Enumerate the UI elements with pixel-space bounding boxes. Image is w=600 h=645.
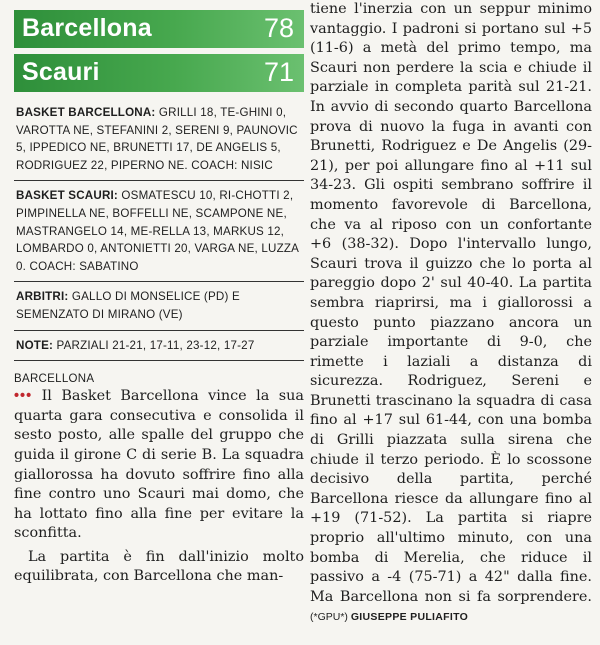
- byline-code: (*GPU*): [310, 611, 348, 624]
- box-arbitri: [14, 282, 304, 330]
- box-arbitri-label: ARBITRI:: [16, 290, 69, 304]
- article-location: BARCELLONA: [14, 373, 95, 386]
- byline: [310, 611, 468, 623]
- byline-author: GIUSEPPE PULIAFITO: [350, 611, 469, 624]
- away-team-score: 71: [263, 57, 294, 87]
- box-note: [14, 331, 304, 362]
- scoreboard-row-home: [14, 10, 304, 48]
- box-arbitri-text: GALLO DI MONSELICE (PD) E SEMENZATO DI MIRANO (VE): [16, 290, 240, 321]
- box-barcellona-players: GRILLI 18, TE-GHINI 0, VAROTTA NE, STEFANINI 2, SERENI 9, PAUNOVIC 5, IPPEDICO NE, BRUNETTI 17, DE ANGELIS 5, RODRIGUEZ 22, PIPERNO NE. COACH: NISIC: [16, 106, 298, 172]
- article-paragraph-2-continued: [310, 0, 592, 628]
- box-barcellona: [14, 98, 304, 181]
- scoreboard-row-away: [14, 54, 304, 92]
- box-scauri-label: BASKET SCAURI:: [16, 189, 118, 203]
- right-column: [310, 0, 592, 632]
- box-scauri: [14, 181, 304, 282]
- away-team-name: Scauri: [22, 58, 100, 86]
- article-paragraph-1: [14, 387, 304, 544]
- article-body-left: [14, 387, 304, 587]
- box-note-text: PARZIALI 21-21, 17-11, 23-12, 17-27: [56, 338, 255, 352]
- home-team-name: Barcellona: [22, 14, 152, 42]
- bullet-dots: •••: [14, 388, 33, 405]
- left-column: [14, 10, 304, 591]
- article-paragraph-2-start: La partita è fin dall'inizio molto equilibrata, con Barcellona che man-: [14, 548, 304, 585]
- home-team-score: 78: [263, 13, 294, 43]
- article-paragraph-1-text: Il Basket Barcellona vince la sua quarta gara consecutiva e consolida il sesto posto, alle spalle del gruppo che guida il girone C di serie B. La squadra giallorossa ha dovuto soffrire fino alla fine contro uno Scauri mai domo, che ha lottato fino alla fine per evitare la sconfitta.: [14, 388, 304, 542]
- article-paragraph-2-cont-text: tiene l'inerzia con un seppur minimo vantaggio. I padroni si portano sul +5 (11-6) a metà del primo tempo, ma Scauri non perdere la scia e chiude il parziale in completa parità sul 21-21. In avvio di secondo quarto Barcellona prova di nuovo la fuga in avanti con Brunetti, Rodriguez e De Angelis (29-21), per poi allungare fino al +11 sul 34-23. Gli ospiti sembrano soffrire il momento favorevole di Barcellona, che va al riposo con un confortante +6 (38-32). Dopo l'intervallo lungo, Scauri trova il guizzo che lo porta al pareggio dopo 2' sul 40-40. La partita sembra riaprirsi, ma i giallorossi a questo punto piazzano ancora un parziale importante di 9-0, che rimette i laziali a distanza di sicurezza. Rodriguez, Sereni e Brunetti trascinano la squadra di casa fino al +17 sul 61-44, con una bomba di Grilli piazzata sulla sirena che chiude il terzo periodo. È lo scossone decisivo della partita, perché Barcellona riesce da allungare fino al +19 (71-52). La partita si riapre proprio all'ultimo minuto, con una bomba di Merelia, che riduce il passivo a -4 (75-71) a 42" dalla fine. Ma Barcellona non si fa sorprendere.: [310, 1, 592, 605]
- box-note-label: NOTE:: [16, 338, 54, 352]
- box-scauri-players: OSMATESCU 10, RI-CHOTTI 2, PIMPINELLA NE, BOFFELLI NE, SCAMPONE NE, MASTRANGELO 14, ME-RELLA 13, MARKUS 12, LOMBARDO 0, ANTONIETTI 20, VARGA NE, LUZZA 0. COACH: SABATINO: [16, 189, 299, 273]
- box-barcellona-label: BASKET BARCELLONA:: [16, 106, 156, 119]
- article-body-right: [310, 0, 592, 628]
